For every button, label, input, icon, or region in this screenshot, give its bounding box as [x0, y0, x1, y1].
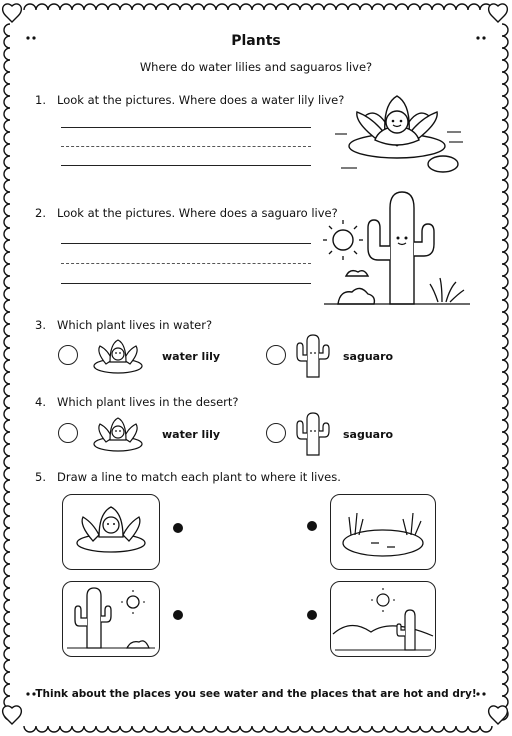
match-dot-pond[interactable] — [307, 521, 317, 531]
match-dot-saguaro[interactable] — [173, 610, 183, 620]
saguaro-icon — [295, 411, 331, 457]
question-2-text: Look at the pictures. Where does a saguaro live? — [57, 206, 338, 220]
match-box-pond[interactable] — [330, 494, 436, 570]
question-3-text: Which plant lives in water? — [57, 318, 213, 332]
match-box-water-lily[interactable] — [62, 494, 160, 570]
question-2-number: 2. — [35, 206, 46, 220]
q3-water-lily-label: water lily — [162, 350, 221, 363]
question-5-text: Draw a line to match each plant to where it lives. — [57, 470, 341, 484]
saguaro-icon — [295, 333, 331, 379]
question-1-number: 1. — [35, 93, 46, 107]
question-1 — [35, 93, 344, 107]
question-4 — [35, 395, 238, 409]
question-4-text: Which plant lives in the desert? — [57, 395, 239, 409]
answer-line-1a[interactable] — [61, 127, 311, 128]
question-1-text: Look at the pictures. Where does a water lily live? — [57, 93, 345, 107]
saguaro-icon — [63, 582, 159, 656]
match-box-desert[interactable] — [330, 581, 436, 657]
water-lily-icon — [90, 336, 146, 376]
page-subtitle: Where do water lilies and saguaros live? — [139, 60, 373, 74]
question-5-number: 5. — [35, 470, 46, 484]
q4-saguaro-radio[interactable] — [266, 423, 286, 443]
q4-saguaro-label: saguaro — [343, 428, 394, 441]
q4-water-lily-label: water lily — [162, 428, 221, 441]
question-3-number: 3. — [35, 318, 46, 332]
question-3 — [35, 318, 212, 332]
answer-dashed-line-1 — [61, 146, 311, 147]
q3-water-lily-radio[interactable] — [58, 345, 78, 365]
match-dot-water-lily[interactable] — [173, 523, 183, 533]
match-box-saguaro[interactable] — [62, 581, 160, 657]
answer-line-2a[interactable] — [61, 243, 311, 244]
desert-icon — [331, 582, 435, 656]
q3-saguaro-label: saguaro — [343, 350, 394, 363]
q3-saguaro-radio[interactable] — [266, 345, 286, 365]
question-4-number: 4. — [35, 395, 46, 409]
saguaro-desert-illustration — [322, 186, 472, 310]
question-5 — [35, 470, 341, 484]
q4-water-lily-radio[interactable] — [58, 423, 78, 443]
answer-dashed-line-2 — [61, 263, 311, 264]
page-footer: Think about the places you see water and the places that are hot and dry! — [35, 688, 477, 700]
pond-icon — [331, 495, 435, 569]
water-lily-illustration — [335, 88, 465, 178]
answer-line-2b[interactable] — [61, 283, 311, 284]
match-dot-desert[interactable] — [307, 610, 317, 620]
question-2 — [35, 206, 338, 220]
water-lily-icon — [63, 495, 159, 569]
water-lily-icon — [90, 414, 146, 454]
answer-line-1b[interactable] — [61, 165, 311, 166]
page-title: Plants — [231, 33, 281, 49]
